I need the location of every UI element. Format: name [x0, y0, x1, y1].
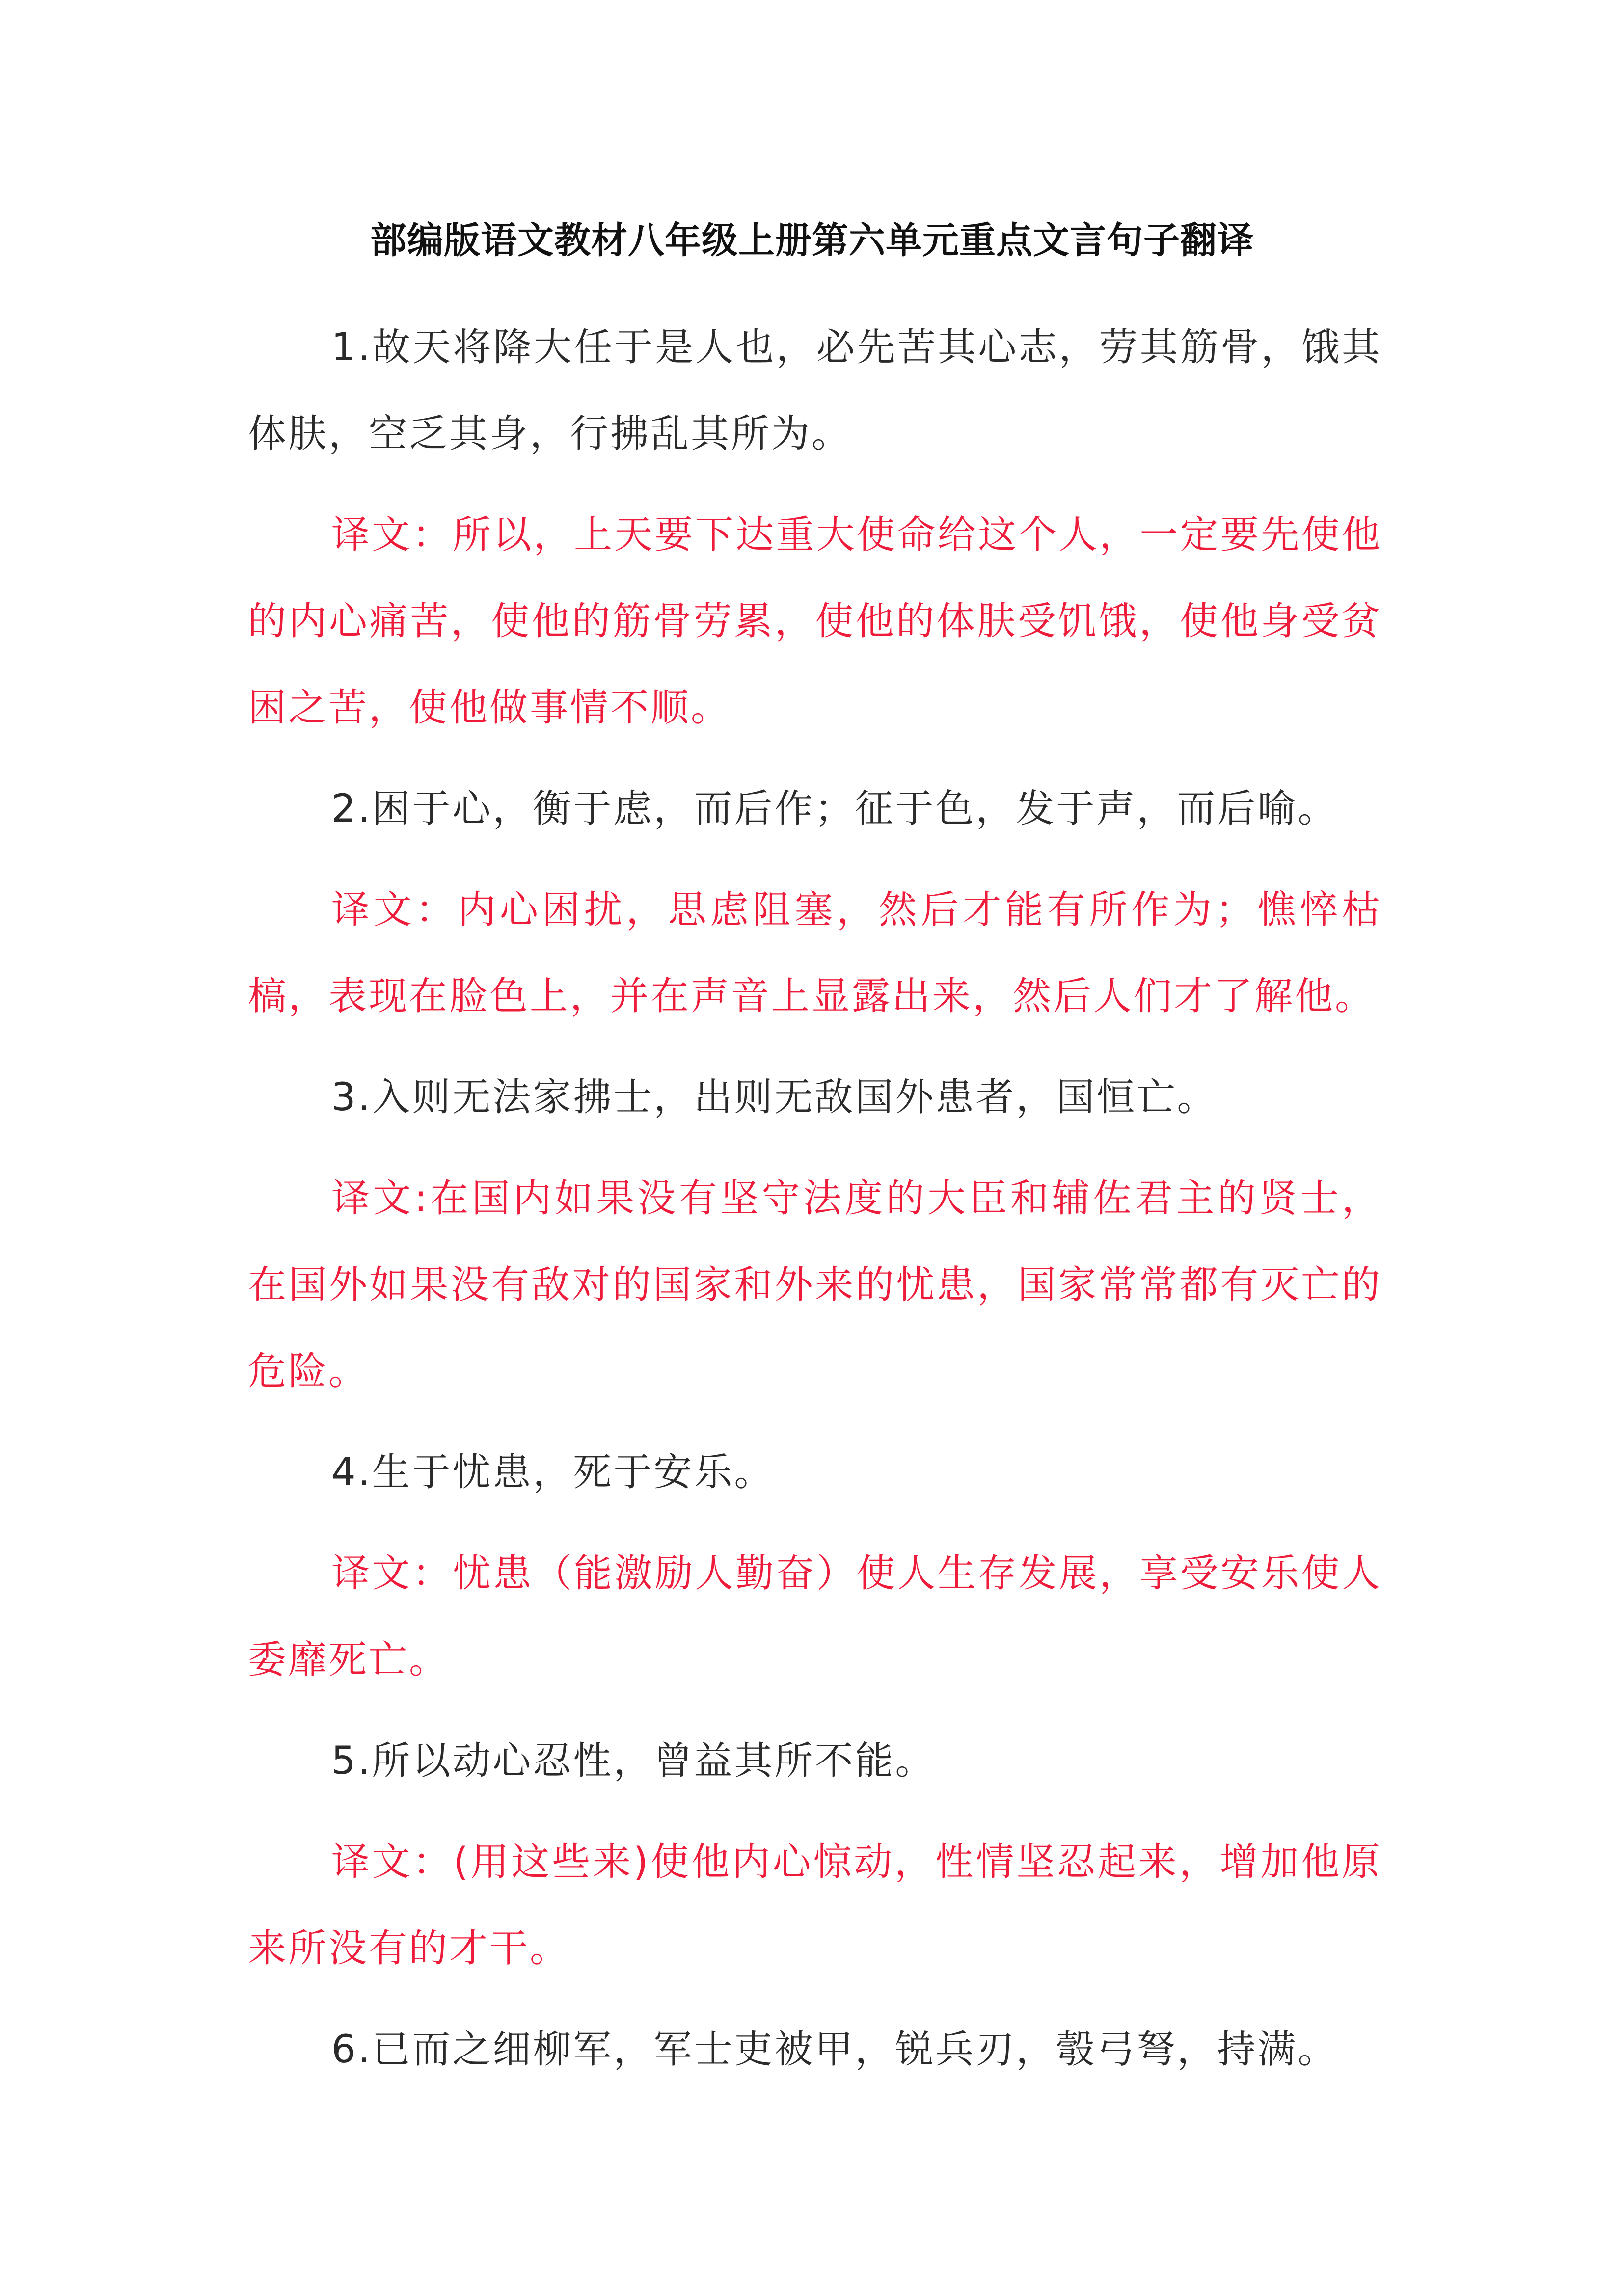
document-title: 部编版语文教材八年级上册第六单元重点文言句子翻译 [370, 219, 1254, 262]
translation-3: 译文:在国内如果没有坚守法度的大臣和辅佐君主的贤士，在国外如果没有敌对的国家和外来的忧患，国家常常都有灭亡的危险。 [248, 1176, 1382, 1393]
source-sentence-3: 3.入则无法家拂士，出则无敌国外患者，国恒亡。 [331, 1075, 1218, 1120]
translation-4: 译文：忧患（能激励人勤奋）使人生存发展，享受安乐使人委靡死亡。 [248, 1551, 1382, 1682]
source-sentence-4: 4.生于忧患，死于安乐。 [331, 1450, 775, 1495]
translation-2: 译文：内心困扰，思虑阻塞，然后才能有所作为；憔悴枯槁，表现在脸色上，并在声音上显露出来，然后人们才了解他。 [248, 888, 1382, 1018]
translation-1: 译文：所以，上天要下达重大使命给这个人，一定要先使他的内心痛苦，使他的筋骨劳累，使他的体肤受饥饿，使他身受贫困之苦，使他做事情不顺。 [248, 513, 1382, 730]
source-sentence-5: 5.所以动心忍性，曾益其所不能。 [331, 1739, 936, 1783]
document-body [248, 304, 1382, 2108]
translation-5: 译文：(用这些来)使他内心惊动，性情坚忍起来，增加他原来所没有的才干。 [248, 1840, 1382, 1971]
source-sentence-6: 6.已而之细柳军，军士吏被甲，锐兵刃，彀弓弩，持满。 [331, 2028, 1338, 2072]
source-sentence-1: 1.故天将降大任于是人也，必先苦其心志，劳其筋骨，饿其体肤，空乏其身，行拂乱其所为。 [248, 325, 1382, 456]
source-sentence-2: 2.困于心，衡于虑，而后作；征于色，发于声，而后喻。 [331, 787, 1338, 831]
